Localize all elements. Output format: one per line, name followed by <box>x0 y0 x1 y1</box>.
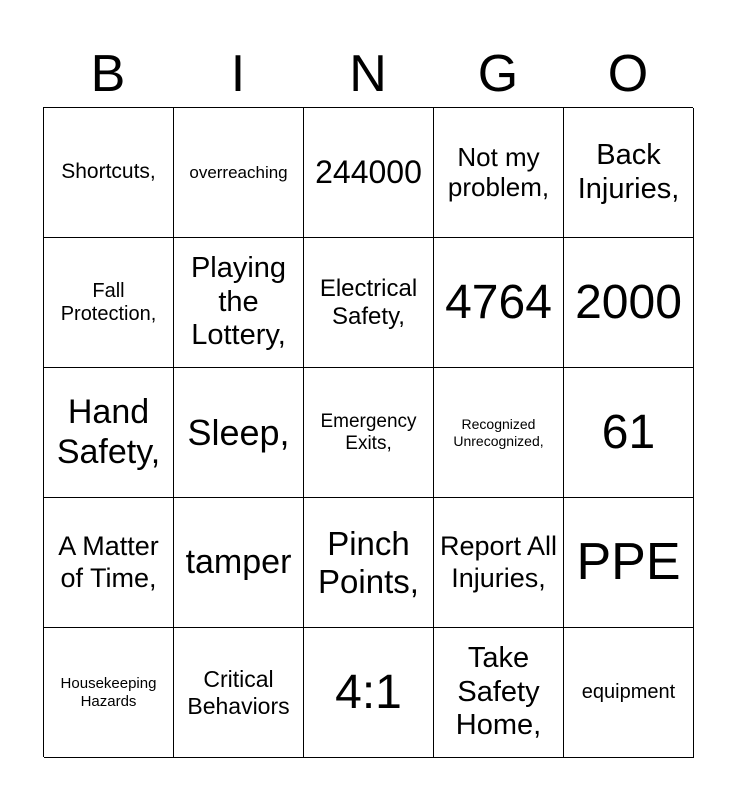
bingo-cell[interactable]: A Matter of Time, <box>44 498 174 628</box>
bingo-cell[interactable]: Emergency Exits, <box>304 368 434 498</box>
header-letter-b: B <box>90 45 126 103</box>
bingo-cell[interactable]: 4764 <box>434 238 564 368</box>
bingo-header <box>43 40 693 108</box>
bingo-cell[interactable]: tamper <box>174 498 304 628</box>
bingo-board <box>43 107 693 757</box>
bingo-cell[interactable]: Not my problem, <box>434 108 564 238</box>
header-letter-i: I <box>230 45 246 103</box>
bingo-cell[interactable]: 2000 <box>564 238 694 368</box>
bingo-cell[interactable]: Fall Protection, <box>44 238 174 368</box>
bingo-cell[interactable]: Recognized Unrecognized, <box>434 368 564 498</box>
bingo-cell[interactable]: Take Safety Home, <box>434 628 564 758</box>
bingo-cell[interactable]: overreaching <box>174 108 304 238</box>
bingo-cell[interactable]: Hand Safety, <box>44 368 174 498</box>
bingo-cell[interactable]: 61 <box>564 368 694 498</box>
bingo-cell[interactable]: equipment <box>564 628 694 758</box>
bingo-cell[interactable]: Housekeeping Hazards <box>44 628 174 758</box>
bingo-cell[interactable]: Pinch Points, <box>304 498 434 628</box>
bingo-cell[interactable]: Electrical Safety, <box>304 238 434 368</box>
bingo-cell[interactable]: PPE <box>564 498 694 628</box>
bingo-cell[interactable]: 244000 <box>304 108 434 238</box>
bingo-cell[interactable]: Back Injuries, <box>564 108 694 238</box>
bingo-cell[interactable]: Report All Injuries, <box>434 498 564 628</box>
header-letter-g: G <box>477 45 519 103</box>
header-letter-o: O <box>607 45 649 103</box>
bingo-cell[interactable]: Sleep, <box>174 368 304 498</box>
bingo-cell[interactable]: Shortcuts, <box>44 108 174 238</box>
bingo-cell[interactable]: 4:1 <box>304 628 434 758</box>
header-letter-n: N <box>349 45 387 103</box>
bingo-cell[interactable]: Playing the Lottery, <box>174 238 304 368</box>
bingo-cell[interactable]: Critical Behaviors <box>174 628 304 758</box>
